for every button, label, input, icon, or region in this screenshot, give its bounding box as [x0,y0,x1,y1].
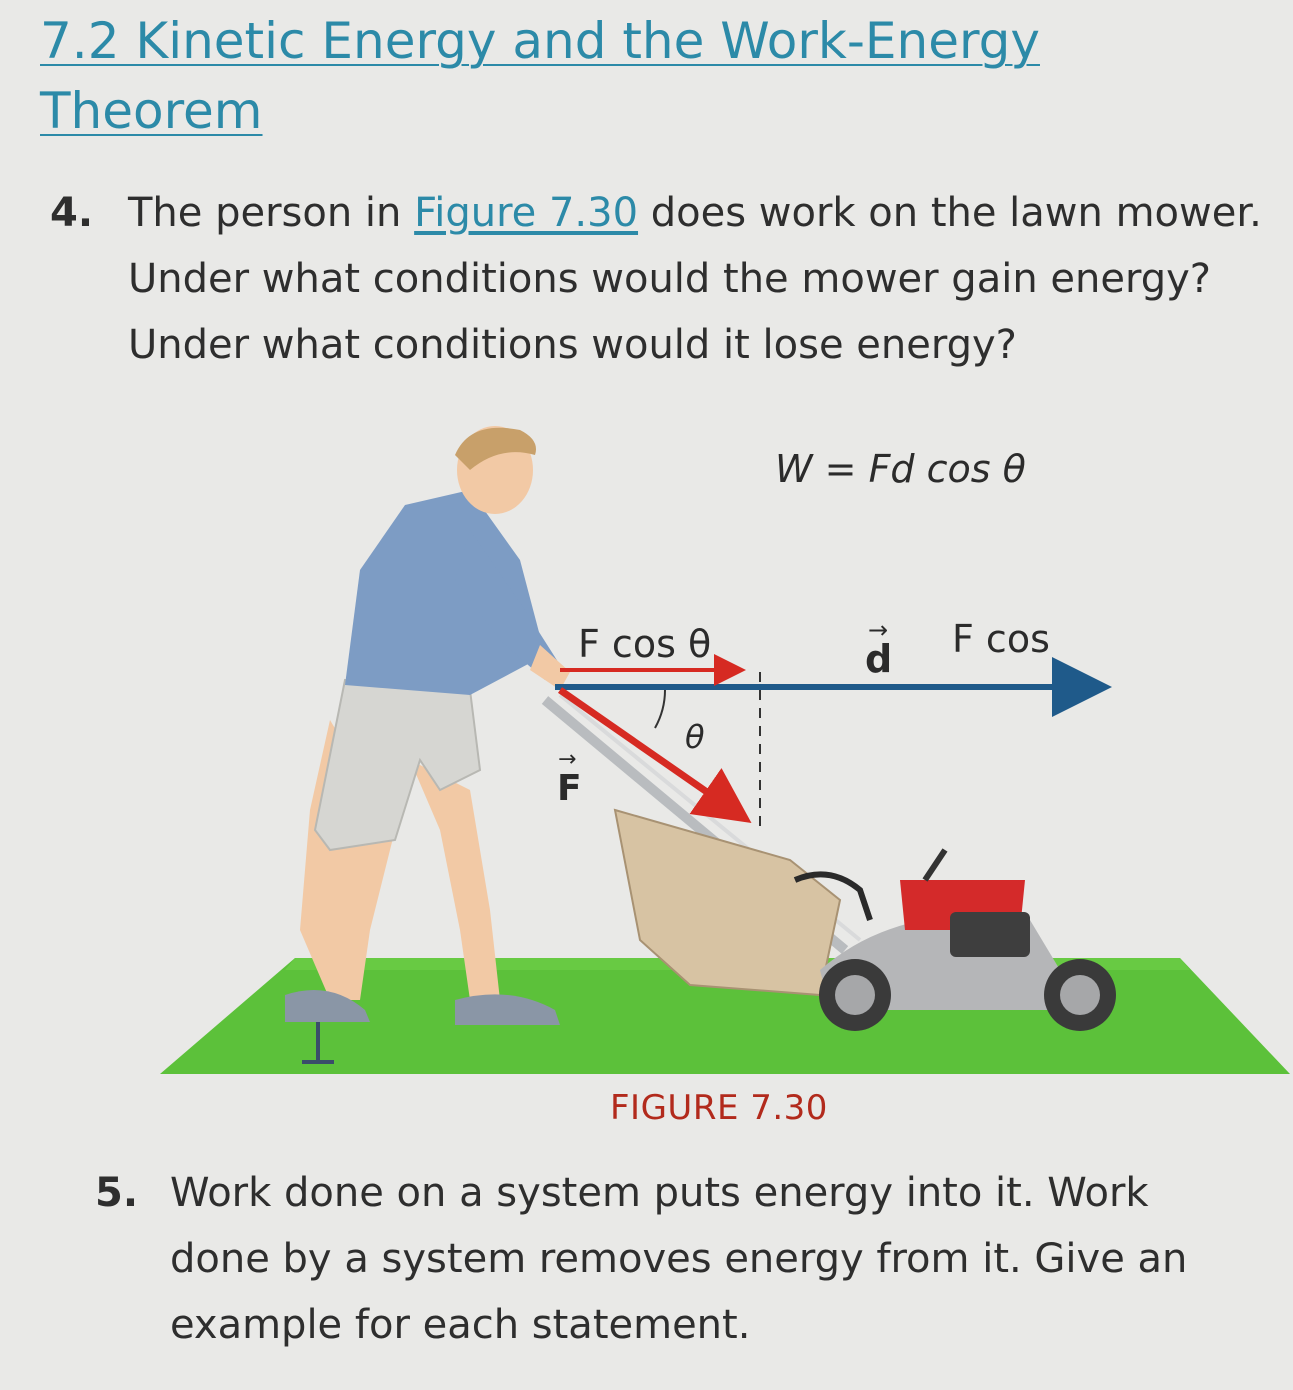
figure-caption: FIGURE 7.30 [610,1088,828,1128]
f-cos-right-label: F cos [952,617,1050,661]
lawn-mower-illustration [0,410,1293,1150]
question-5 [95,1160,1245,1358]
f-cos-theta-label: F cos θ [578,622,712,666]
theta-label: θ [685,718,705,756]
person [285,426,570,1025]
question-number: 5. [95,1170,139,1216]
question-text-end: does work on the lawn mower. Under what conditions would the mower gain energy? Under what conditions would it lose energy? [128,190,1262,368]
angle-arc [655,690,665,728]
svg-text:→: → [558,747,577,772]
figure-link[interactable]: Figure 7.30 [414,190,639,236]
question-4 [50,180,1280,378]
question-number: 4. [50,190,94,236]
question-text: Work done on a system puts energy into it. Work done by a system removes energy from it. Give an example for each statement. [170,1170,1188,1348]
force-arrow [560,690,740,815]
section-title [40,6,1190,146]
question-text [128,180,1280,378]
equation-label: W = Fd cos θ [775,447,1026,491]
figure-7-30 [0,410,1293,1150]
question-text-start: The person in [128,190,415,236]
section-title-text[interactable]: 7.2 Kinetic Energy and the Work-Energy Theorem [40,12,1040,140]
svg-text:→: → [868,616,889,644]
force-vector-label: F [557,768,582,809]
d-vector-label: d [865,637,893,681]
